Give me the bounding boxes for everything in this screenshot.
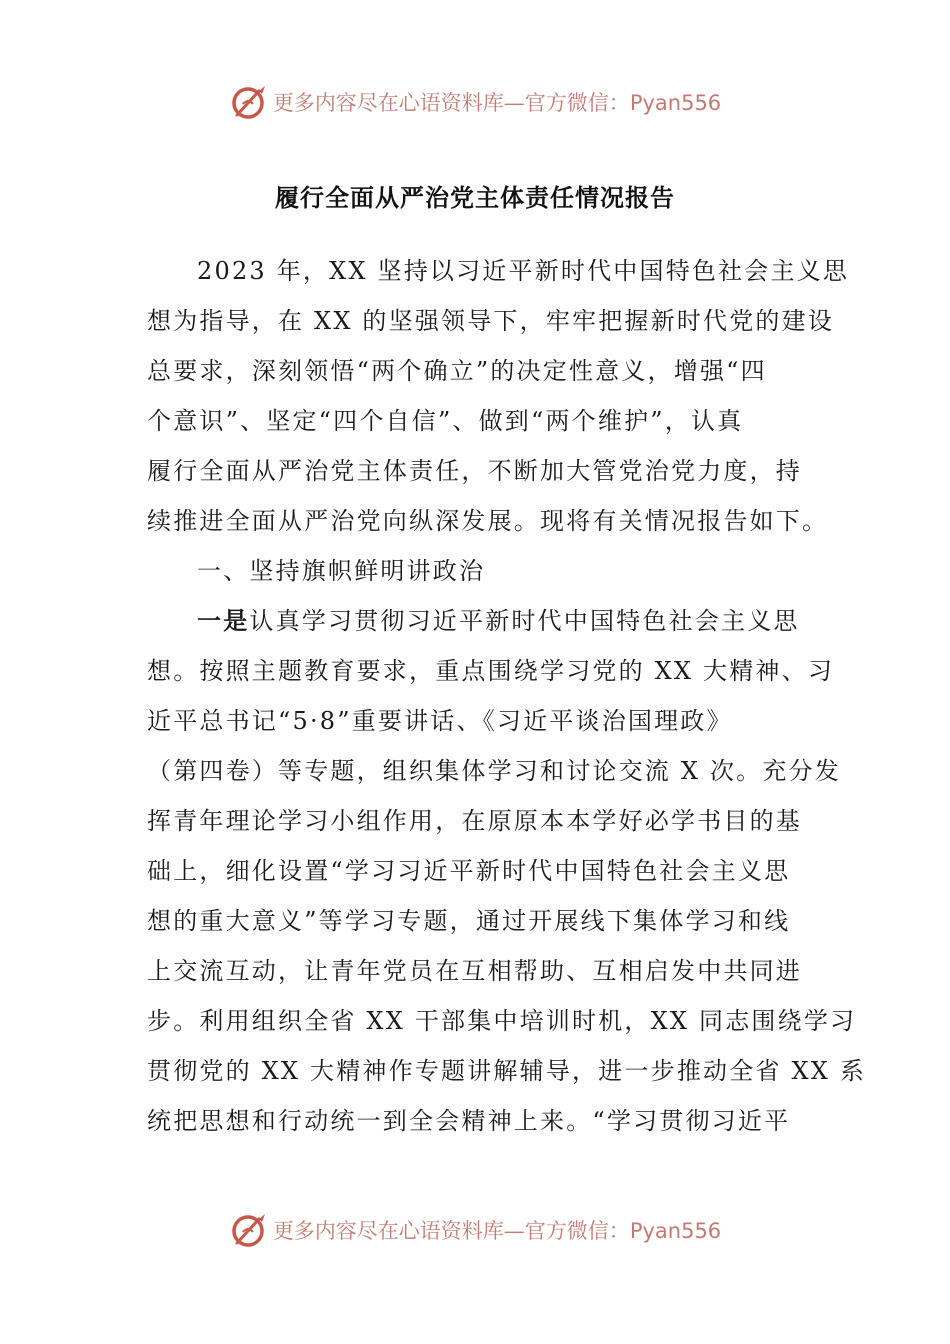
paragraph-line: 统把思想和行动统一到全会精神上来。“学习贯彻习近平 — [147, 1107, 791, 1135]
pen-logo-icon — [229, 1210, 269, 1250]
paragraph-line: 想为指导，在 XX 的坚强领导下，牢牢把握新时代党的建设 — [147, 307, 835, 335]
paragraph-line: 总要求，深刻领悟“两个确立”的决定性意义，增强“四 — [147, 357, 767, 385]
paragraph-lead: 一是 — [197, 606, 250, 635]
paragraph-line: 础上，细化设置“学习习近平新时代中国特色社会主义思 — [147, 857, 791, 885]
paragraph-line — [147, 596, 807, 646]
paragraph-line: 贯彻党的 XX 大精神作专题讲解辅导，进一步推动全省 XX 系 — [147, 1057, 867, 1085]
banner-wechat-id: Pyan556 — [629, 1219, 722, 1243]
paragraph-line: 履行全面从严治党主体责任，不断加大管党治党力度，持 — [147, 457, 802, 485]
document-body — [147, 246, 867, 1146]
footer-banner — [0, 1208, 950, 1252]
paragraph-line: 近平总书记“5·8”重要讲话、《习近平谈治国理政》 — [147, 707, 733, 735]
paragraph-line: 步。利用组织全省 XX 干部集中培训时机，XX 同志围绕学习 — [147, 1007, 857, 1035]
paragraph-line: （第四卷）等专题，组织集体学习和讨论交流 X 次。充分发 — [147, 757, 841, 785]
paragraph-line: 续推进全面从严治党向纵深发展。现将有关情况报告如下。 — [147, 507, 829, 535]
paragraph-line: 2023 年，XX 坚持以习近平新时代中国特色社会主义思 — [197, 257, 850, 285]
paragraph-line: 挥青年理论学习小组作用，在原原本本学好必学书目的基 — [147, 807, 802, 835]
paragraph-line: 想的重大意义”等学习专题，通过开展线下集体学习和线 — [147, 907, 791, 935]
banner-text: 更多内容尽在心语资料库—官方微信： — [272, 1219, 630, 1243]
document-title: 履行全面从严治党主体责任情况报告 — [275, 183, 675, 212]
banner-wechat-id: Pyan556 — [629, 91, 722, 115]
pen-logo-icon — [229, 82, 269, 122]
section-heading: 一、坚持旗帜鲜明讲政治 — [197, 557, 486, 585]
banner-text: 更多内容尽在心语资料库—官方微信： — [272, 91, 630, 115]
paragraph-line: 想。按照主题教育要求，重点围绕学习党的 XX 大精神、习 — [147, 657, 835, 685]
paragraph-line: 个意识”、坚定“四个自信”、做到“两个维护”，认真 — [147, 407, 744, 435]
header-banner — [0, 80, 950, 124]
paragraph-line: 上交流互动，让青年党员在互相帮助、互相启发中共同进 — [147, 957, 802, 985]
paragraph-text: 认真学习贯彻习近平新时代中国特色社会主义思 — [249, 607, 800, 635]
